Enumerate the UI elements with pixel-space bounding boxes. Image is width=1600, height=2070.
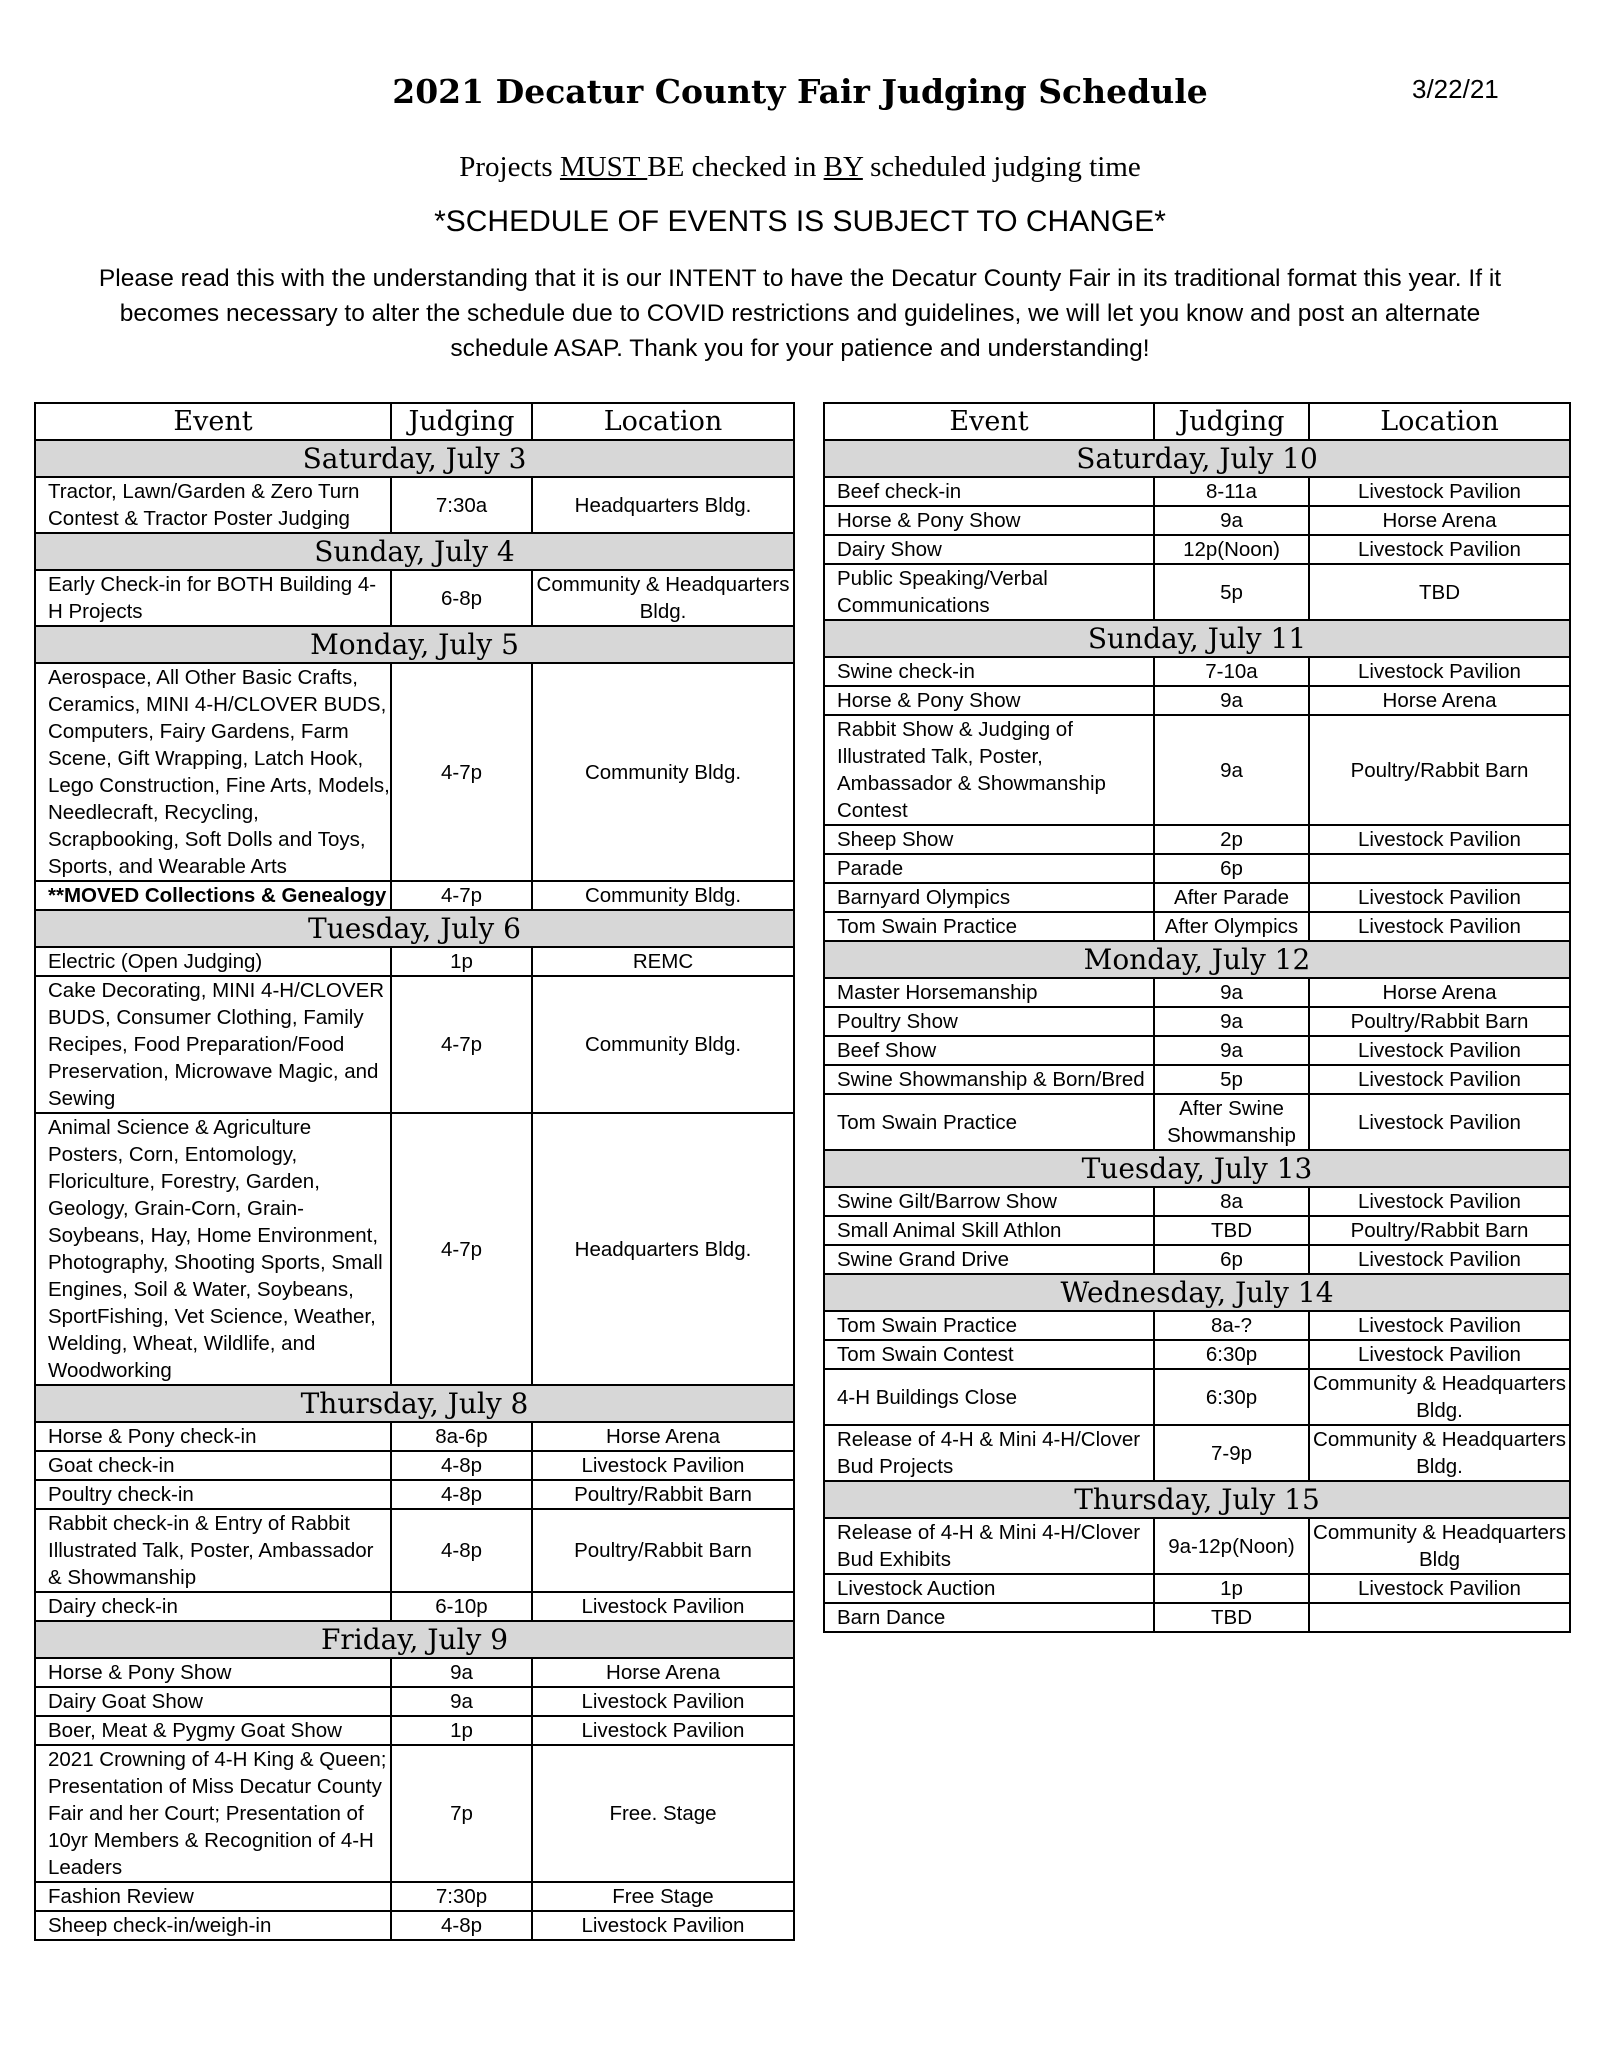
location-cell: Livestock Pavilion (1309, 825, 1570, 854)
event-cell: Early Check-in for BOTH Building 4-H Projects (35, 570, 391, 626)
day-heading: Friday, July 9 (35, 1621, 794, 1658)
schedule-row (824, 657, 1570, 686)
day-heading: Saturday, July 3 (35, 440, 794, 477)
location-cell: Headquarters Bldg. (532, 1113, 794, 1385)
judging-time-cell: 8-11a (1154, 477, 1309, 506)
judging-time-cell: 7-9p (1154, 1425, 1309, 1481)
event-cell: Rabbit check-in & Entry of Rabbit Illustrated Talk, Poster, Ambassador & Showmanship (35, 1509, 391, 1592)
judging-time-cell: 6-10p (391, 1592, 532, 1621)
day-heading: Tuesday, July 13 (824, 1150, 1570, 1187)
schedule-row (35, 570, 794, 626)
event-cell: Release of 4-H & Mini 4-H/Clover Bud Projects (824, 1425, 1154, 1481)
schedule-row (824, 686, 1570, 715)
event-cell: Tractor, Lawn/Garden & Zero Turn Contest & Tractor Poster Judging (35, 477, 391, 533)
schedule-row (824, 477, 1570, 506)
location-cell: Poultry/Rabbit Barn (1309, 715, 1570, 825)
schedule-table-right (823, 402, 1571, 1633)
event-cell: Horse & Pony Show (824, 686, 1154, 715)
judging-time-cell: 6p (1154, 1245, 1309, 1274)
judging-time-cell: 9a (1154, 978, 1309, 1007)
schedule-row (824, 1603, 1570, 1632)
schedule-row (824, 912, 1570, 941)
judging-time-cell: 9a (1154, 1007, 1309, 1036)
schedule-row (824, 1065, 1570, 1094)
event-cell: Barn Dance (824, 1603, 1154, 1632)
event-cell: Cake Decorating, MINI 4-H/CLOVER BUDS, Consumer Clothing, Family Recipes, Food Preparation/Food Preservation, Microwave Magic, and Sewing (35, 976, 391, 1113)
location-cell: Free Stage (532, 1882, 794, 1911)
judging-time-cell: 4-8p (391, 1509, 532, 1592)
schedule-row (35, 1882, 794, 1911)
day-heading: Thursday, July 15 (824, 1481, 1570, 1518)
schedule-row (35, 1509, 794, 1592)
location-cell: Livestock Pavilion (1309, 1187, 1570, 1216)
schedule-row (824, 1245, 1570, 1274)
day-heading: Monday, July 12 (824, 941, 1570, 978)
location-cell: Community & Headquarters Bldg. (1309, 1369, 1570, 1425)
schedule-row (824, 978, 1570, 1007)
judging-time-cell: 5p (1154, 1065, 1309, 1094)
page-title: 2021 Decatur County Fair Judging Schedule (392, 72, 1208, 111)
day-heading: Sunday, July 11 (824, 620, 1570, 657)
event-cell: Dairy check-in (35, 1592, 391, 1621)
event-cell: Tom Swain Practice (824, 1311, 1154, 1340)
schedule-row (824, 715, 1570, 825)
day-header-row (824, 440, 1570, 477)
event-cell: Master Horsemanship (824, 978, 1154, 1007)
schedule-row (35, 976, 794, 1113)
schedule-row (824, 1518, 1570, 1574)
event-cell: 2021 Crowning of 4-H King & Queen; Presentation of Miss Decatur County Fair and her Court; Presentation of 10yr Members & Recognition of 4-H Leaders (35, 1745, 391, 1882)
schedule-row (824, 506, 1570, 535)
event-cell: Parade (824, 854, 1154, 883)
location-cell: Poultry/Rabbit Barn (532, 1480, 794, 1509)
day-header-row (35, 1621, 794, 1658)
event-cell: Horse & Pony check-in (35, 1422, 391, 1451)
schedule-row (824, 1425, 1570, 1481)
day-heading: Saturday, July 10 (824, 440, 1570, 477)
schedule-row (824, 1340, 1570, 1369)
column-header-location: Location (1309, 403, 1570, 440)
location-cell (1309, 1603, 1570, 1632)
schedule-row (824, 1311, 1570, 1340)
location-cell: Livestock Pavilion (1309, 1311, 1570, 1340)
location-cell: Poultry/Rabbit Barn (1309, 1007, 1570, 1036)
event-cell: Goat check-in (35, 1451, 391, 1480)
schedule-table-left (34, 402, 795, 1941)
schedule-row (35, 947, 794, 976)
judging-time-cell: 6-8p (391, 570, 532, 626)
event-cell: Poultry Show (824, 1007, 1154, 1036)
judging-time-cell: 1p (391, 947, 532, 976)
location-cell: Livestock Pavilion (1309, 477, 1570, 506)
event-cell: Dairy Show (824, 535, 1154, 564)
judging-time-cell: 6:30p (1154, 1340, 1309, 1369)
location-cell: Community Bldg. (532, 881, 794, 910)
schedule-row (824, 1187, 1570, 1216)
location-cell: Community & Headquarters Bldg. (532, 570, 794, 626)
judging-time-cell: 9a (391, 1658, 532, 1687)
schedule-row (35, 1658, 794, 1687)
event-cell: Small Animal Skill Athlon (824, 1216, 1154, 1245)
column-header-event: Event (35, 403, 391, 440)
day-header-row (824, 941, 1570, 978)
judging-time-cell: After Parade (1154, 883, 1309, 912)
location-cell: Poultry/Rabbit Barn (1309, 1216, 1570, 1245)
day-header-row (824, 1481, 1570, 1518)
event-cell: Poultry check-in (35, 1480, 391, 1509)
day-header-row (35, 533, 794, 570)
check-in-notice (0, 151, 1600, 184)
judging-time-cell: 4-7p (391, 976, 532, 1113)
location-cell: Horse Arena (532, 1422, 794, 1451)
schedule-row (824, 535, 1570, 564)
location-cell: Livestock Pavilion (532, 1716, 794, 1745)
judging-time-cell: 6p (1154, 854, 1309, 883)
day-header-row (824, 1150, 1570, 1187)
judging-time-cell: 2p (1154, 825, 1309, 854)
judging-time-cell: 4-8p (391, 1911, 532, 1940)
location-cell: REMC (532, 947, 794, 976)
judging-time-cell: 8a-? (1154, 1311, 1309, 1340)
judging-time-cell: 8a (1154, 1187, 1309, 1216)
location-cell: Poultry/Rabbit Barn (532, 1509, 794, 1592)
judging-time-cell: 5p (1154, 564, 1309, 620)
schedule-row (824, 854, 1570, 883)
check-in-notice-part: scheduled judging time (862, 151, 1141, 183)
location-cell: Livestock Pavilion (1309, 657, 1570, 686)
location-cell: Livestock Pavilion (532, 1687, 794, 1716)
event-cell: Release of 4-H & Mini 4-H/Clover Bud Exhibits (824, 1518, 1154, 1574)
column-header-judging: Judging (1154, 403, 1309, 440)
location-cell: Livestock Pavilion (1309, 1094, 1570, 1150)
location-cell: Livestock Pavilion (1309, 1036, 1570, 1065)
judging-time-cell: 1p (1154, 1574, 1309, 1603)
schedule-row (35, 881, 794, 910)
judging-time-cell: 9a (1154, 686, 1309, 715)
judging-time-cell: TBD (1154, 1216, 1309, 1245)
schedule-row (824, 1094, 1570, 1150)
event-cell: Swine Grand Drive (824, 1245, 1154, 1274)
day-header-row (824, 1274, 1570, 1311)
column-header-judging: Judging (391, 403, 532, 440)
day-heading: Thursday, July 8 (35, 1385, 794, 1422)
event-cell: Aerospace, All Other Basic Crafts, Ceramics, MINI 4-H/CLOVER BUDS, Computers, Fairy Gardens, Farm Scene, Gift Wrapping, Latch Hook, Lego Construction, Fine Arts, Models, Needlecraft, Recycling, Scrapbooking, Soft Dolls and Toys, Sports, and Wearable Arts (35, 663, 391, 881)
schedule-row (824, 1007, 1570, 1036)
event-cell: 4-H Buildings Close (824, 1369, 1154, 1425)
schedule-row (35, 477, 794, 533)
schedule-row (824, 1036, 1570, 1065)
schedule-change-notice: *SCHEDULE OF EVENTS IS SUBJECT TO CHANGE* (434, 205, 1166, 238)
schedule-row (35, 1592, 794, 1621)
location-cell: Livestock Pavilion (1309, 912, 1570, 941)
day-header-row (824, 620, 1570, 657)
event-cell: Horse & Pony Show (35, 1658, 391, 1687)
day-header-row (35, 1385, 794, 1422)
location-cell: Community & Headquarters Bldg (1309, 1518, 1570, 1574)
location-cell: Livestock Pavilion (532, 1911, 794, 1940)
event-cell: Dairy Goat Show (35, 1687, 391, 1716)
schedule-row (824, 564, 1570, 620)
event-cell: Animal Science & Agriculture Posters, Corn, Entomology, Floriculture, Forestry, Garden, Geology, Grain-Corn, Grain-Soybeans, Hay, Home Environment, Photography, Shooting Sports, Small Engines, Soil & Water, Soybeans, SportFishing, Vet Science, Weather, Welding, Wheat, Wildlife, and Woodworking (35, 1113, 391, 1385)
event-cell: Tom Swain Practice (824, 1094, 1154, 1150)
event-cell: Rabbit Show & Judging of Illustrated Talk, Poster, Ambassador & Showmanship Contest (824, 715, 1154, 825)
location-cell: Livestock Pavilion (532, 1592, 794, 1621)
schedule-row (35, 1716, 794, 1745)
schedule-row (35, 1480, 794, 1509)
judging-time-cell: 12p(Noon) (1154, 535, 1309, 564)
event-cell: Livestock Auction (824, 1574, 1154, 1603)
schedule-row (35, 1687, 794, 1716)
judging-time-cell: 9a (1154, 1036, 1309, 1065)
day-heading: Monday, July 5 (35, 626, 794, 663)
location-cell: TBD (1309, 564, 1570, 620)
event-cell: Public Speaking/Verbal Communications (824, 564, 1154, 620)
check-in-notice-part: BE checked in (647, 151, 824, 183)
judging-time-cell: 9a (391, 1687, 532, 1716)
revision-date: 3/22/21 (1412, 74, 1499, 104)
column-header-event: Event (824, 403, 1154, 440)
event-cell: Tom Swain Practice (824, 912, 1154, 941)
event-cell: Swine Showmanship & Born/Bred (824, 1065, 1154, 1094)
event-cell: Sheep check-in/weigh-in (35, 1911, 391, 1940)
schedule-row (35, 663, 794, 881)
schedule-row (35, 1911, 794, 1940)
judging-time-cell: 4-7p (391, 881, 532, 910)
location-cell: Livestock Pavilion (532, 1451, 794, 1480)
judging-time-cell: 9a-12p(Noon) (1154, 1518, 1309, 1574)
judging-time-cell: 1p (391, 1716, 532, 1745)
day-heading: Sunday, July 4 (35, 533, 794, 570)
event-cell: Beef Show (824, 1036, 1154, 1065)
judging-time-cell: 6:30p (1154, 1369, 1309, 1425)
judging-time-cell: 7:30a (391, 477, 532, 533)
judging-time-cell: 4-8p (391, 1451, 532, 1480)
event-cell: Barnyard Olympics (824, 883, 1154, 912)
location-cell: Livestock Pavilion (1309, 1245, 1570, 1274)
location-cell: Livestock Pavilion (1309, 1065, 1570, 1094)
schedule-row (824, 1216, 1570, 1245)
location-cell: Horse Arena (1309, 506, 1570, 535)
event-cell: Boer, Meat & Pygmy Goat Show (35, 1716, 391, 1745)
schedule-row (35, 1451, 794, 1480)
day-heading: Wednesday, July 14 (824, 1274, 1570, 1311)
event-cell: **MOVED Collections & Genealogy (35, 881, 391, 910)
event-cell: Electric (Open Judging) (35, 947, 391, 976)
judging-time-cell: 7-10a (1154, 657, 1309, 686)
intent-paragraph: Please read this with the understanding that it is our INTENT to have the Decatur County Fair in its traditional format this year. If it becomes necessary to alter the schedule due to COVID restrictions and guidelines, we will let you know and post an alternate schedule ASAP. Thank you for your patience and understanding! (98, 265, 1502, 362)
judging-time-cell: 4-7p (391, 663, 532, 881)
schedule-row (824, 825, 1570, 854)
judging-time-cell: TBD (1154, 1603, 1309, 1632)
judging-time-cell: 4-8p (391, 1480, 532, 1509)
schedule-row (35, 1422, 794, 1451)
event-cell: Fashion Review (35, 1882, 391, 1911)
event-cell: Tom Swain Contest (824, 1340, 1154, 1369)
location-cell: Community Bldg. (532, 663, 794, 881)
location-cell: Free. Stage (532, 1745, 794, 1882)
check-in-notice-part: Projects (459, 151, 560, 183)
schedule-row (824, 1369, 1570, 1425)
column-header-location: Location (532, 403, 794, 440)
event-cell: Horse & Pony Show (824, 506, 1154, 535)
must-emphasis: MUST (559, 151, 648, 183)
judging-time-cell: 4-7p (391, 1113, 532, 1385)
location-cell: Livestock Pavilion (1309, 1574, 1570, 1603)
location-cell: Community & Headquarters Bldg. (1309, 1425, 1570, 1481)
event-cell: Swine Gilt/Barrow Show (824, 1187, 1154, 1216)
event-cell: Beef check-in (824, 477, 1154, 506)
by-emphasis: BY (823, 151, 863, 183)
day-header-row (35, 910, 794, 947)
schedule-row (824, 1574, 1570, 1603)
day-header-row (35, 440, 794, 477)
judging-time-cell: 7p (391, 1745, 532, 1882)
judging-time-cell: 8a-6p (391, 1422, 532, 1451)
location-cell: Headquarters Bldg. (532, 477, 794, 533)
event-cell: Swine check-in (824, 657, 1154, 686)
day-heading: Tuesday, July 6 (35, 910, 794, 947)
schedule-row (35, 1745, 794, 1882)
location-cell: Horse Arena (1309, 978, 1570, 1007)
judging-time-cell: 7:30p (391, 1882, 532, 1911)
location-cell: Livestock Pavilion (1309, 883, 1570, 912)
judging-time-cell: After Olympics (1154, 912, 1309, 941)
location-cell: Horse Arena (1309, 686, 1570, 715)
judging-time-cell: 9a (1154, 506, 1309, 535)
schedule-row (35, 1113, 794, 1385)
location-cell (1309, 854, 1570, 883)
location-cell: Community Bldg. (532, 976, 794, 1113)
day-header-row (35, 626, 794, 663)
event-cell: Sheep Show (824, 825, 1154, 854)
judging-time-cell: 9a (1154, 715, 1309, 825)
schedule-row (824, 883, 1570, 912)
location-cell: Horse Arena (532, 1658, 794, 1687)
location-cell: Livestock Pavilion (1309, 1340, 1570, 1369)
judging-time-cell: After Swine Showmanship (1154, 1094, 1309, 1150)
location-cell: Livestock Pavilion (1309, 535, 1570, 564)
